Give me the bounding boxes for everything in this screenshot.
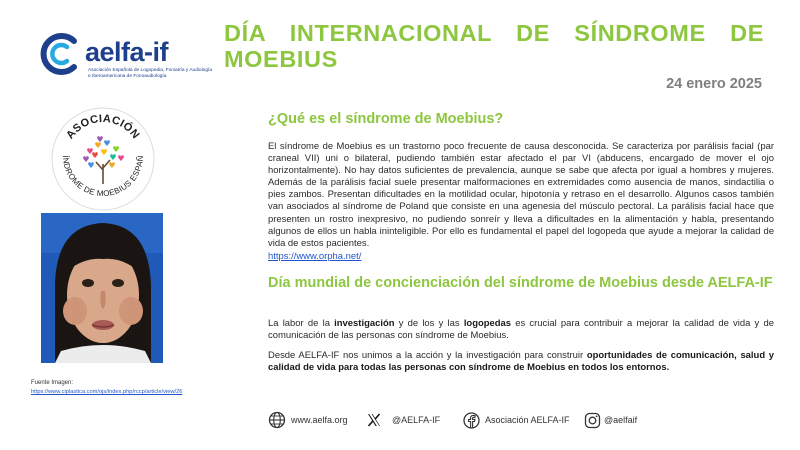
section2-paragraph-2 [268, 350, 774, 374]
x-logo-icon [366, 412, 382, 428]
p1-text-a: La labor de la [268, 318, 335, 329]
globe-icon [268, 411, 286, 429]
footer-facebook[interactable] [463, 410, 570, 430]
footer-facebook-text: Asociación AELFA-IF [485, 415, 570, 425]
child-photo [41, 213, 163, 363]
svg-text:♥: ♥ [82, 155, 90, 164]
svg-text:♥: ♥ [91, 151, 99, 160]
aelfa-logo-icon [34, 28, 86, 80]
svg-text:♥: ♥ [103, 139, 111, 148]
aelfa-logo [34, 28, 213, 94]
association-bottom-text: ÍNDROME DE MOEBIUS ESPAÑ [60, 155, 146, 199]
association-top-text: ASOCIACIÓN [64, 112, 142, 142]
svg-text:♥: ♥ [86, 147, 94, 156]
logo-subtitle: Asociación Española de Logopedia, Foniatría y Audiología e Iberoamericana de Fonoaudiología [88, 68, 213, 79]
event-date: 24 enero 2025 [666, 76, 762, 92]
footer-x[interactable] [366, 410, 440, 430]
orphanet-link[interactable]: https://www.orpha.net/ [268, 251, 362, 262]
footer-website-text: www.aelfa.org [291, 415, 348, 425]
p1-text-c: y de los y las [394, 318, 464, 329]
svg-text:♥: ♥ [112, 145, 120, 154]
p2-bold-oportunidades: oportunidades de comunicación, salud y calidad de vida para todas las personas con síndrome de Moebius en todos los entornos. [268, 350, 774, 374]
svg-text:♥: ♥ [87, 161, 95, 170]
footer-website[interactable] [268, 410, 348, 430]
p1-bold-logopedas: logopedas [463, 318, 512, 329]
svg-text:♥: ♥ [117, 154, 125, 163]
p2-text-a: Desde AELFA-IF nos unimos a la acción y la investigación para construir [268, 350, 587, 361]
footer-instagram[interactable] [584, 410, 637, 430]
svg-text:♥: ♥ [94, 141, 102, 150]
section1-heading: ¿Qué es el síndrome de Moebius? [268, 111, 504, 127]
section1-body: El síndrome de Moebius es un trastorno poco frecuente de causa desconocida. Se caracteriza por parálisis facial (par craneal VII) uni o bilateral, pudiendo también estar afectado el par VI (abducens, encargado de mover el ojo horizontalmente). No hay datos suficientes de prevalencia, aunque se sabe que afecta por igual a hombres y mujeres. Además de la parálisis facial suele presentar malformaciones en extremidades como ausencia de manos, sindactilia o pies zambos. Presentan dificultades en la motilidad ocular, hipotonía y retraso en el desarrollo. Algunos casos también van asociados al síndrome de Poland que consiste en una agenesia del músculo pectoral. La parálisis facial hace que presenten un rostro inexpresivo, no pudiendo sonreír y lleva a dificultades en la alimentación y habla, presentando algunos de ellos un habla ininteligible. Por ello es fundamental el papel del logopeda que ayude a mejorar la calidad de vida de estos pacientes. [268, 141, 774, 249]
p1-bold-investigacion: investigación [334, 318, 395, 329]
facebook-icon [463, 412, 480, 429]
svg-text:♥: ♥ [96, 135, 104, 144]
association-logo [50, 106, 156, 212]
image-source-link[interactable]: https://www.ciplastica.com/ojs/index.php/rccp/article/view/26 [31, 389, 183, 395]
footer-x-text: @AELFA-IF [392, 415, 441, 425]
svg-text:♥: ♥ [108, 161, 116, 170]
footer-instagram-text: @aelfaif [604, 415, 638, 425]
image-source-label: Fuente Imagen: [31, 380, 74, 386]
page-title: DÍA INTERNACIONAL DE SÍNDROME DE MOEBIUS [224, 20, 764, 72]
section2-paragraph-1 [268, 318, 774, 342]
p1-text-e: es crucial para contribuir a mejorar la calidad de vida y de comunicación de las personas con síndrome de Moebius. [268, 318, 774, 342]
svg-text:♥: ♥ [100, 148, 108, 157]
logo-name: aelfa-if [85, 37, 169, 67]
svg-text:♥: ♥ [109, 153, 117, 162]
section2-heading: Día mundial de concienciación del síndrome de Moebius desde AELFA-IF [268, 275, 773, 291]
instagram-icon [584, 412, 601, 429]
